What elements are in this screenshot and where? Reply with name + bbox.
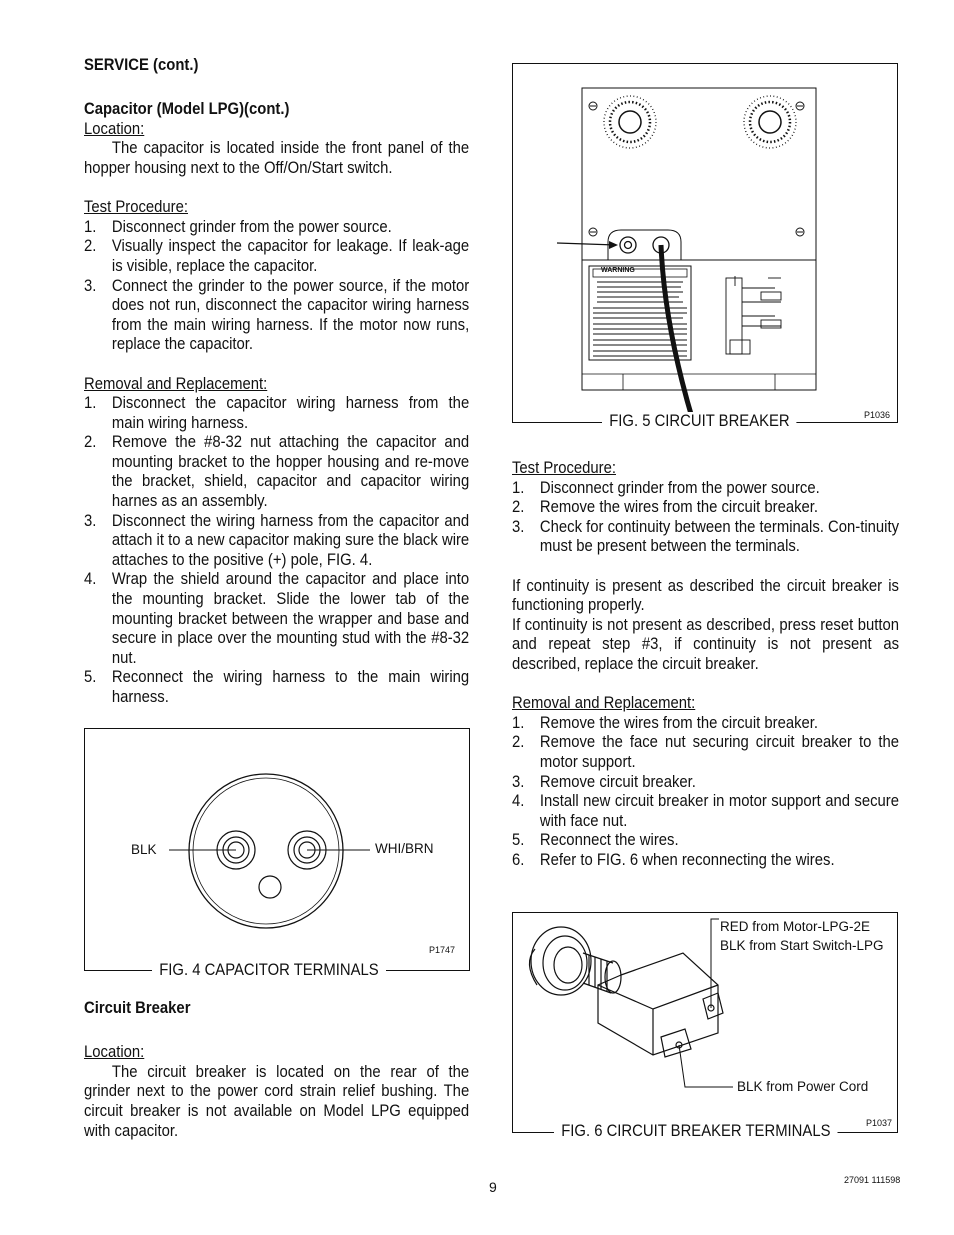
breaker-location-label: Location: (84, 1043, 145, 1062)
circuit-breaker-section (84, 999, 469, 1141)
fig4-caption: FIG. 4 CAPACITOR TERMINALS (152, 961, 386, 980)
fig5-caption: FIG. 5 CIRCUIT BREAKER (602, 412, 797, 431)
list-item: 1. Disconnect the capacitor wiring harness from the main wiring harness. (84, 394, 470, 432)
fig4-capacitor-figure (84, 728, 470, 971)
service-heading: SERVICE (cont.) (84, 56, 199, 74)
capacitor-heading: Capacitor (Model LPG)(cont.) (84, 100, 290, 119)
fig6-caption: FIG. 6 CIRCUIT BREAKER TERMINALS (554, 1122, 838, 1141)
list-item: 2. Visually inspect the capacitor for leakage. If leak-age is visible, replace the capacitor. (84, 237, 470, 275)
list-item: 4. Install new circuit breaker in motor support and secure with face nut. (512, 792, 899, 830)
list-item: 5. Reconnect the wires. (512, 831, 679, 850)
list-item: 6. Refer to FIG. 6 when reconnecting the wires. (512, 850, 835, 869)
list-item: 2. Remove the wires from the circuit breaker. (512, 498, 819, 517)
right-column (512, 459, 899, 870)
continuity-absent-text: If continuity is not present as described, press reset button and repeat step #3, if continuity is not present as described, replace the circuit breaker. (512, 615, 899, 673)
list-item: 1. Disconnect grinder from the power source. (84, 217, 392, 236)
fig5-circuit-breaker-figure (512, 63, 898, 423)
list-item: 3. Remove circuit breaker. (512, 772, 696, 791)
test-steps-list (512, 479, 899, 557)
test-procedure-label: Test Procedure: (512, 459, 617, 477)
figure-code: P1037 (866, 1118, 893, 1128)
blk-start-switch-label: BLK from Start Switch-LPG (720, 938, 884, 953)
removal-label: Removal and Replacement: (84, 374, 268, 393)
list-item: 3. Check for continuity between the terminals. Con-tinuity must be present between the terminals. (512, 517, 899, 556)
removal-steps-list (512, 714, 899, 871)
test-steps-list (84, 218, 469, 355)
list-item: 1. Remove the wires from the circuit breaker. (512, 713, 819, 732)
list-item: 4. Wrap the shield around the capacitor and place into the mounting bracket. Slide the lower tab of the mounting bracket between the wrapper and base and secure in place over the mounting stud with the #8-32 nut. (84, 570, 470, 667)
continuity-present-text: If continuity is present as described the circuit breaker is functioning properly. (512, 576, 899, 615)
whi-brn-label: WHI/BRN (375, 841, 434, 856)
doc-code: 27091 111598 (844, 1175, 901, 1185)
left-column (84, 56, 469, 708)
removal-steps-list (84, 394, 469, 708)
breaker-location-text: The circuit breaker is located on the rear of the grinder next to the power cord strain relief bushing. The circuit breaker is not available on Model LPG equipped with capacitor. (84, 1062, 470, 1140)
red-motor-label: RED from Motor-LPG-2E (720, 919, 871, 934)
location-text: The capacitor is located inside the front panel of the hopper housing next to the Off/On/Start switch. (84, 139, 470, 177)
circuit-breaker-heading: Circuit Breaker (84, 999, 191, 1017)
figure-code: P1036 (864, 410, 891, 420)
fig6-circuit-breaker-terminals-figure (512, 912, 898, 1133)
page-number: 9 (489, 1179, 497, 1195)
list-item: 5. Reconnect the wiring harness to the main wiring harness. (84, 668, 470, 706)
grinder-rear-drawing (513, 64, 896, 421)
removal-label: Removal and Replacement: (512, 694, 696, 713)
list-item: 1. Disconnect grinder from the power source. (512, 478, 820, 497)
list-item: 3. Connect the grinder to the power source, if the motor does not run, disconnect the capacitor wiring harness from the main wiring harness. If the motor now runs, replace the capacitor. (84, 276, 470, 354)
warning-label-title: WARNING (601, 267, 635, 274)
list-item: 2. Remove the #8-32 nut attaching the capacitor and mounting bracket to the hopper housing and re-move the bracket, shield, capacitor and capacitor wiring harnes as an assembly. (84, 433, 470, 511)
list-item: 3. Disconnect the wiring harness from the capacitor and attach it to a new capacitor making sure the black wire attaches to the positive (+) pole, FIG. 4. (84, 511, 470, 569)
test-procedure-label: Test Procedure: (84, 198, 189, 217)
location-label: Location: (84, 119, 145, 138)
list-item: 2. Remove the face nut securing circuit breaker to the motor support. (512, 733, 899, 771)
figure-code: P1747 (429, 945, 456, 955)
blk-label: BLK (131, 842, 157, 857)
blk-power-cord-label: BLK from Power Cord (737, 1079, 869, 1094)
